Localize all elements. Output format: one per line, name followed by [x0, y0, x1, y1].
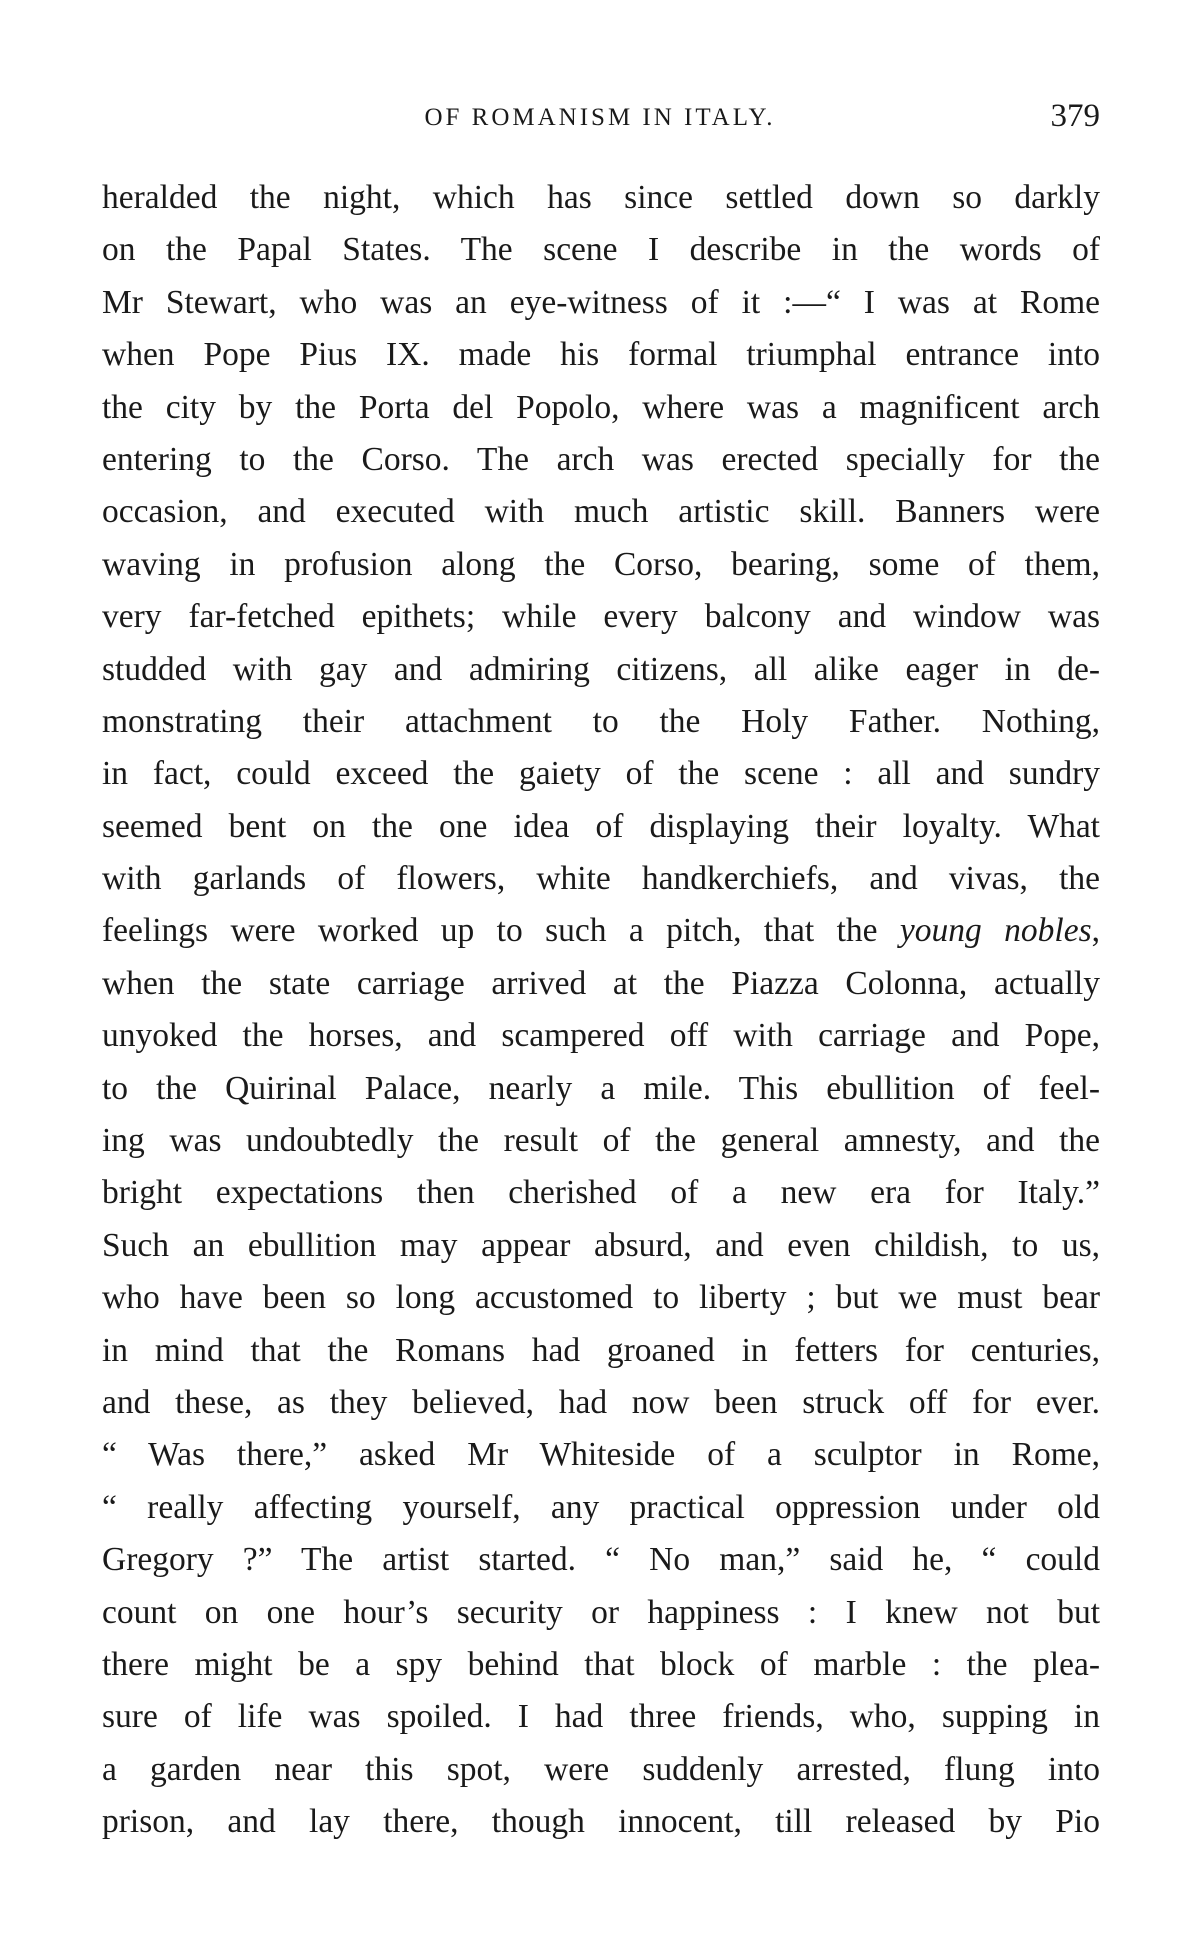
- text-line: waving in profusion along the Corso, bearing, some of them,: [102, 545, 1100, 583]
- italic-emphasis: young nobles: [899, 912, 1092, 950]
- text-line: unyoked the horses, and scampered off with carriage and Pope,: [102, 1017, 1100, 1055]
- text-line: seemed bent on the one idea of displaying their loyalty. What: [102, 807, 1100, 845]
- text-line: in fact, could exceed the gaiety of the scene : all and sundry: [102, 755, 1100, 793]
- text-line: when the state carriage arrived at the Piazza Colonna, actually: [102, 964, 1100, 1002]
- text-line: Mr Stewart, who was an eye-witness of it :—“ I was at Rome: [102, 283, 1100, 321]
- text-line: who have been so long accustomed to liberty ; but we must bear: [102, 1279, 1100, 1317]
- text-line: bright expectations then cherished of a new era for Italy.”: [102, 1174, 1100, 1212]
- text-line: studded with gay and admiring citizens, all alike eager in de-: [102, 650, 1100, 688]
- text-line: ing was undoubtedly the result of the general amnesty, and the: [102, 1122, 1100, 1160]
- text-line: heralded the night, which has since settled down so darkly: [102, 179, 1100, 216]
- text-line: on the Papal States. The scene I describe in the words of: [102, 231, 1100, 269]
- running-title: OF ROMANISM IN ITALY.: [424, 104, 776, 131]
- text-line: Gregory ?” The artist started. “ No man,” said he, “ could: [102, 1541, 1100, 1579]
- text-line: “ really affecting yourself, any practical oppression under old: [102, 1488, 1100, 1526]
- text-line: to the Quirinal Palace, nearly a mile. This ebullition of feel-: [102, 1069, 1100, 1107]
- text-line: there might be a spy behind that block of marble : the plea-: [102, 1645, 1100, 1683]
- text-line: [102, 905, 1100, 957]
- text-segment: feelings were worked up to such a pitch, that the: [102, 912, 900, 950]
- body-text: [102, 172, 1100, 1849]
- text-line: prison, and lay there, though innocent, till released by Pio: [102, 1803, 1100, 1841]
- text-line: with garlands of flowers, white handkerchiefs, and vivas, the: [102, 860, 1100, 898]
- text-line: sure of life was spoiled. I had three friends, who, supping in: [102, 1698, 1100, 1736]
- text-line: occasion, and executed with much artistic skill. Banners were: [102, 493, 1100, 531]
- text-line: monstrating their attachment to the Holy Father. Nothing,: [102, 702, 1100, 740]
- page-number: 379: [1050, 98, 1100, 134]
- text-line: Such an ebullition may appear absurd, and even childish, to us,: [102, 1226, 1100, 1264]
- text-line: entering to the Corso. The arch was erected specially for the: [102, 440, 1100, 478]
- text-segment: ,: [1091, 912, 1100, 950]
- text-line: count on one hour’s security or happiness : I knew not but: [102, 1593, 1100, 1631]
- text-line: very far-fetched epithets; while every balcony and window was: [102, 598, 1100, 636]
- text-line: a garden near this spot, were suddenly arrested, flung into: [102, 1750, 1100, 1788]
- text-line: and these, as they believed, had now been struck off for ever.: [102, 1383, 1100, 1421]
- running-head: [100, 98, 1100, 138]
- text-line: the city by the Porta del Popolo, where was a magnificent arch: [102, 388, 1100, 426]
- text-line: in mind that the Romans had groaned in fetters for centuries,: [102, 1331, 1100, 1369]
- text-line: “ Was there,” asked Mr Whiteside of a sculptor in Rome,: [102, 1436, 1100, 1474]
- text-line: when Pope Pius IX. made his formal triumphal entrance into: [102, 336, 1100, 374]
